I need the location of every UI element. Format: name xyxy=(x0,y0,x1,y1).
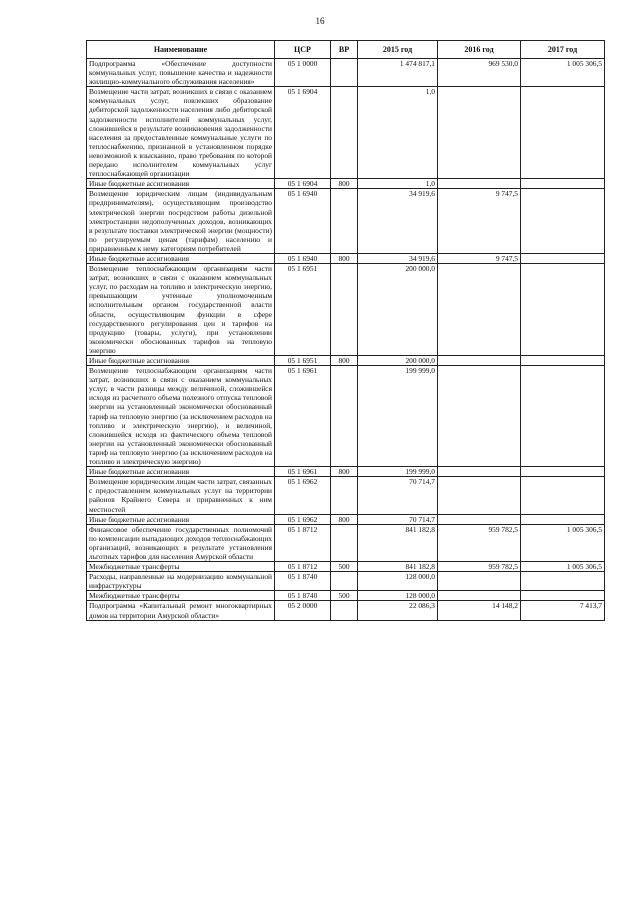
row-2016 xyxy=(438,477,521,514)
row-vr xyxy=(331,572,358,591)
table-row xyxy=(87,601,605,620)
page-number: 16 xyxy=(315,16,325,26)
row-2015: 841 182,8 xyxy=(358,524,438,561)
row-2017 xyxy=(521,87,605,179)
row-2015: 200 000,0 xyxy=(358,264,438,356)
row-2015: 1,0 xyxy=(358,87,438,179)
row-vr xyxy=(331,87,358,179)
row-name: Иные бюджетные ассигнования xyxy=(87,179,275,189)
row-csr: 05 1 8740 xyxy=(275,572,331,591)
table-row xyxy=(87,467,605,477)
row-2016: 969 530,0 xyxy=(438,59,521,87)
row-csr: 05 1 8712 xyxy=(275,562,331,572)
table-row xyxy=(87,87,605,179)
row-2017 xyxy=(521,467,605,477)
header-csr: ЦСР xyxy=(275,41,331,59)
table-row xyxy=(87,356,605,366)
row-2016: 959 782,5 xyxy=(438,524,521,561)
row-csr: 05 2 0000 xyxy=(275,601,331,620)
row-csr: 05 1 6962 xyxy=(275,477,331,514)
row-name: Подпрограмма «Капитальный ремонт многоквартирных домов на территории Амурской области» xyxy=(87,601,275,620)
row-vr xyxy=(331,366,358,467)
row-vr: 500 xyxy=(331,562,358,572)
row-2016: 9 747,5 xyxy=(438,253,521,263)
row-2015: 1,0 xyxy=(358,179,438,189)
row-vr xyxy=(331,524,358,561)
row-2017: 1 005 306,5 xyxy=(521,524,605,561)
table-row xyxy=(87,179,605,189)
row-2017: 1 005 306,5 xyxy=(521,562,605,572)
row-vr: 800 xyxy=(331,179,358,189)
row-csr: 05 1 6961 xyxy=(275,366,331,467)
row-csr: 05 1 6940 xyxy=(275,189,331,254)
row-csr: 05 1 6962 xyxy=(275,514,331,524)
row-vr xyxy=(331,264,358,356)
row-2017 xyxy=(521,366,605,467)
row-2015: 199 999,0 xyxy=(358,366,438,467)
row-2016 xyxy=(438,591,521,601)
row-2015: 70 714,7 xyxy=(358,514,438,524)
row-2017 xyxy=(521,356,605,366)
row-2015: 70 714,7 xyxy=(358,477,438,514)
row-2016 xyxy=(438,264,521,356)
table-row xyxy=(87,524,605,561)
table-row xyxy=(87,59,605,87)
row-2017 xyxy=(521,264,605,356)
row-csr: 05 1 6904 xyxy=(275,179,331,189)
row-vr: 800 xyxy=(331,253,358,263)
row-name: Межбюджетные трансферты xyxy=(87,562,275,572)
row-2017 xyxy=(521,591,605,601)
row-name: Иные бюджетные ассигнования xyxy=(87,467,275,477)
row-2017 xyxy=(521,477,605,514)
row-2017: 1 005 306,5 xyxy=(521,59,605,87)
row-2017 xyxy=(521,253,605,263)
row-vr: 800 xyxy=(331,514,358,524)
table-row xyxy=(87,562,605,572)
budget-table xyxy=(86,40,605,621)
row-vr xyxy=(331,189,358,254)
row-csr: 05 1 6951 xyxy=(275,264,331,356)
row-name: Подпрограмма «Обеспечение доступности коммунальных услуг, повышение качества и надежности жилищно-коммунального обслуживания населения» xyxy=(87,59,275,87)
row-name: Финансовое обеспечение государственных полномочий по компенсации выпадающих доходов теплоснабжающих организаций, возникающих в результате установления льготных тарифов для населения Амурской области xyxy=(87,524,275,561)
row-2015: 199 999,0 xyxy=(358,467,438,477)
row-csr: 05 1 0000 xyxy=(275,59,331,87)
row-name: Иные бюджетные ассигнования xyxy=(87,253,275,263)
table-row xyxy=(87,477,605,514)
header-2017: 2017 год xyxy=(521,41,605,59)
row-name: Возмещение теплоснабжающим организациям части затрат, возникших в связи с оказанием коммунальных услуг, по расходам на топливо и электрическую энергию, превышающим учтенные уполномоченным исполнительным органом государственной власти области, осуществляющим функции в сфере государственного регулирования цен и тарифов на продукцию (товары, услуги), при установлении экономически обоснованных тарифов на тепловую энергию xyxy=(87,264,275,356)
table-row xyxy=(87,264,605,356)
row-vr: 500 xyxy=(331,591,358,601)
header-2015: 2015 год xyxy=(358,41,438,59)
row-2015: 1 474 817,1 xyxy=(358,59,438,87)
header-name: Наименование xyxy=(87,41,275,59)
row-2015: 34 919,6 xyxy=(358,253,438,263)
row-name: Иные бюджетные ассигнования xyxy=(87,356,275,366)
row-name: Возмещение части затрат, возникших в связи с оказанием коммунальных услуг, повлекших образование дебиторской задолженности населения либо дебиторской задолженности исполнителей коммунальных услуг, сложившейся в результате возникновения задолженности населения за предоставленные коммунальные услуги по теплоснабжению, признанной в установленном порядке невозможной к взысканию, право требования по которой передано исполнителем коммунальных услуг теплоснабжающей организации xyxy=(87,87,275,179)
row-2016 xyxy=(438,179,521,189)
row-2016: 9 747,5 xyxy=(438,189,521,254)
row-name: Расходы, направленные на модернизацию коммунальной инфраструктуры xyxy=(87,572,275,591)
row-csr: 05 1 6961 xyxy=(275,467,331,477)
table-row xyxy=(87,591,605,601)
row-name: Возмещение юридическим лицам части затрат, связанных с предоставлением коммунальных услуг на территории районов Крайнего Севера и приравненных к ним местностей xyxy=(87,477,275,514)
table-row xyxy=(87,514,605,524)
row-2016: 959 782,5 xyxy=(438,562,521,572)
row-csr: 05 1 8712 xyxy=(275,524,331,561)
row-2016 xyxy=(438,572,521,591)
table-row xyxy=(87,189,605,254)
header-2016: 2016 год xyxy=(438,41,521,59)
row-2015: 841 182,8 xyxy=(358,562,438,572)
row-2015: 22 086,3 xyxy=(358,601,438,620)
row-csr: 05 1 6904 xyxy=(275,87,331,179)
row-2016: 14 148,2 xyxy=(438,601,521,620)
row-csr: 05 1 6951 xyxy=(275,356,331,366)
row-2017: 7 413,7 xyxy=(521,601,605,620)
row-vr: 800 xyxy=(331,356,358,366)
row-2017 xyxy=(521,189,605,254)
table-row xyxy=(87,366,605,467)
table-row xyxy=(87,572,605,591)
row-vr: 800 xyxy=(331,467,358,477)
row-2017 xyxy=(521,572,605,591)
row-2016 xyxy=(438,467,521,477)
row-vr xyxy=(331,59,358,87)
row-vr xyxy=(331,477,358,514)
row-name: Иные бюджетные ассигнования xyxy=(87,514,275,524)
row-2016 xyxy=(438,514,521,524)
row-name: Межбюджетные трансферты xyxy=(87,591,275,601)
row-name: Возмещение теплоснабжающим организациям части затрат, возникших в связи с оказанием коммунальных услуг, в части разницы между величиной, сложившейся исходя из расчетного объема полезного отпуска тепловой энергии на установленный экономически обоснованный тариф на тепловую энергию (за исключением расходов на топливо и электрическую энергию), и величиной, сложившейся исходя из фактического объема тепловой энергии на установленный экономически обоснованный тариф на тепловую энергию (за исключением расходов на топливо и электрическую энергию) xyxy=(87,366,275,467)
header-vr: ВР xyxy=(331,41,358,59)
table-header-row xyxy=(87,41,605,59)
row-2016 xyxy=(438,87,521,179)
row-csr: 05 1 8740 xyxy=(275,591,331,601)
row-name: Возмещение юридическим лицам (индивидуальным предпринимателям), осуществляющим производство электрической энергии посредством работы дизельной электростанции недополученных доходов, возникающих в результате поставки электрической энергии (мощности) по регулируемым ценам (тарифам) населению и приравненным к нему категориям потребителей xyxy=(87,189,275,254)
row-vr xyxy=(331,601,358,620)
row-2015: 200 000,0 xyxy=(358,356,438,366)
row-2015: 34 919,6 xyxy=(358,189,438,254)
row-2015: 128 000,0 xyxy=(358,572,438,591)
row-2016 xyxy=(438,366,521,467)
row-csr: 05 1 6940 xyxy=(275,253,331,263)
row-2016 xyxy=(438,356,521,366)
row-2015: 128 000,0 xyxy=(358,591,438,601)
table-row xyxy=(87,253,605,263)
row-2017 xyxy=(521,179,605,189)
row-2017 xyxy=(521,514,605,524)
